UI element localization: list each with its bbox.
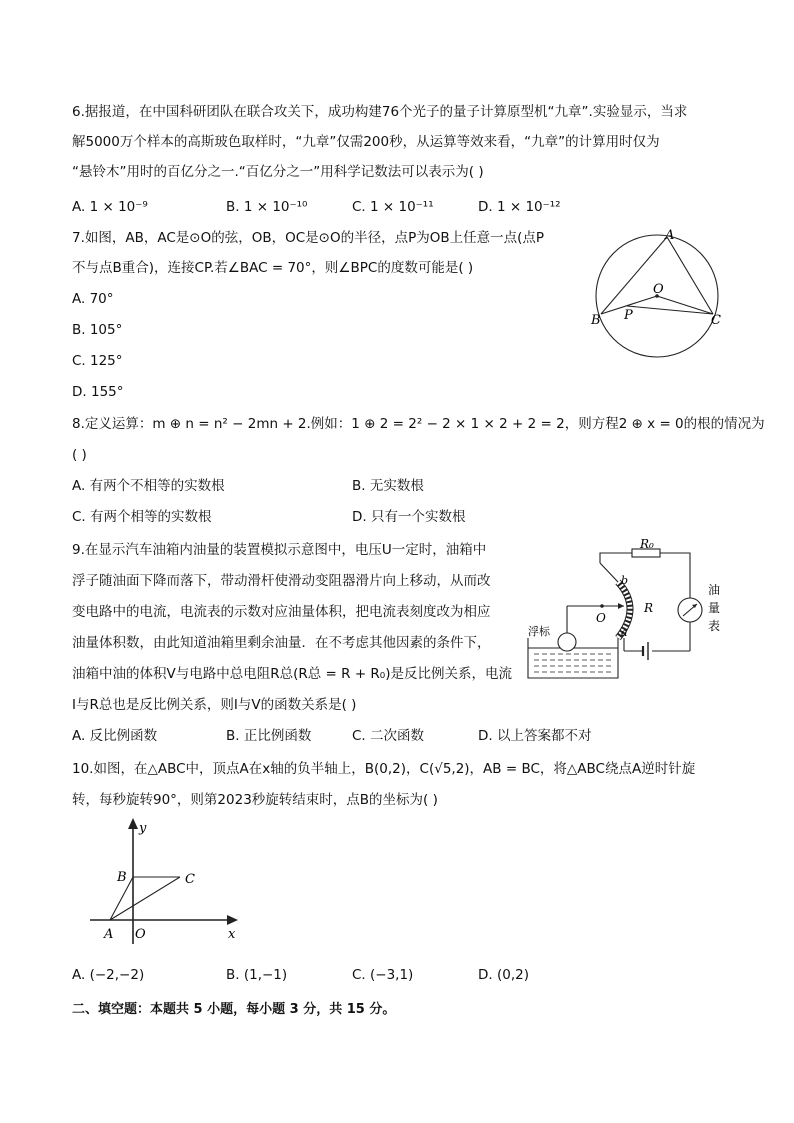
x-axis-arrow [227,915,238,925]
q6-option-c: C. 1 × 10⁻¹¹ [352,199,434,215]
q10-option-b: B. (1,−1) [226,967,288,983]
top-wire [600,553,690,598]
label-a: A [104,927,114,942]
q6-line-3: “悬铃木”用时的百亿分之一.“百亿分之一”用科学记数法可以表示为( ) [72,164,484,180]
q7-option-d: D. 155° [72,384,124,400]
label-float: 浮标 [528,625,550,638]
q8-option-c: C. 有两个相等的实数根 [72,509,212,525]
q10-option-a: A. (−2,−2) [72,967,145,983]
label-a: A [665,228,675,243]
chord-ac [667,237,713,314]
label-b: B [591,313,601,328]
q6-line-1: 6.据报道，在中国科研团队在联合攻关下，成功构建76个光子的量子计算原型机“九章”.实验显示，当求 [72,104,688,120]
meter-label-3: 表 [708,619,721,633]
q8-line-1: 8.定义运算：m ⊕ n = n² − 2mn + 2.例如：1 ⊕ 2 = 2² − 2 × 1 × 2 + 2 = 2，则方程2 ⊕ x = 0的根的情况为 [72,416,765,432]
meter-label-1: 油 [708,583,721,597]
y-axis-arrow [128,818,138,829]
label-r0: R₀ [640,538,654,551]
q7-option-b: B. 105° [72,322,123,338]
q10-option-c: C. (−3,1) [352,967,414,983]
q9-line-5: 油箱中油的体积V与电路中总电阻R总(R总 = R + R₀)是反比例关系，电流 [72,666,512,682]
float-ball [558,633,576,651]
q9-option-c: C. 二次函数 [352,728,425,744]
q9-line-2: 浮子随油面下降而落下，带动滑杆使滑动变阻器滑片向上移动，从而改 [72,573,491,589]
q7-option-c: C. 125° [72,353,123,369]
q7-option-a: A. 70° [72,291,114,307]
meter-label-2: 量 [708,601,721,615]
q9-option-d: D. 以上答案都不对 [478,728,592,744]
label-b: b [621,574,629,587]
q6-line-2: 解5000万个样本的高斯玻色取样时，“九章”仅需200秒，从运算等效来看，“九章”的计算用时仅为 [72,134,660,150]
q6-option-d: D. 1 × 10⁻¹² [478,199,561,215]
q6-option-b: B. 1 × 10⁻¹⁰ [226,199,308,215]
q9-option-a: A. 反比例函数 [72,728,158,744]
label-x: x [228,927,236,942]
label-p: P [624,308,633,323]
label-o: O [653,282,664,297]
q9-option-b: B. 正比例函数 [226,728,312,744]
q8-option-b: B. 无实数根 [352,478,424,494]
label-o: O [135,927,146,942]
q10-line-1: 10.如图，在△ABC中，顶点A在x轴的负半轴上，B(0,2)，C(√5,2)，AB = BC，将△ABC绕点A逆时针旋 [72,761,696,777]
section-2-heading: 二、填空题：本题共 5 小题，每小题 3 分，共 15 分。 [72,1002,396,1017]
label-b: B [117,870,127,885]
label-o: O [596,611,606,625]
q10-coordinate-figure [90,814,250,949]
label-c: C [185,872,195,887]
q8-option-a: A. 有两个不相等的实数根 [72,478,225,494]
q8-option-d: D. 只有一个实数根 [352,509,466,525]
upper-lead [600,563,618,582]
q9-line-1: 9.在显示汽车油箱内油量的装置模拟示意图中，电压U一定时，油箱中 [72,542,487,558]
pivot-dot [600,604,604,608]
label-c: C [711,313,721,328]
q10-option-d: D. (0,2) [478,967,529,983]
q9-circuit-figure [520,538,730,688]
label-y: y [139,821,147,836]
q9-line-4: 油量体积数，由此知道油箱里剩余油量．在不考虑其他因素的条件下， [72,635,491,651]
label-a: a [621,626,628,639]
q7-circle-figure [590,226,740,361]
label-r: R [644,601,654,615]
q10-line-2: 转，每秒旋转90°，则第2023秒旋转结束时，点B的坐标为( ) [72,792,438,808]
q6-option-a: A. 1 × 10⁻⁹ [72,199,148,215]
chord-ab [601,237,667,314]
q8-line-2: ( ) [72,447,87,463]
q7-line-2: 不与点B重合)，连接CP.若∠BAC = 70°，则∠BPC的度数可能是( ) [72,260,474,276]
q9-line-6: I与R总也是反比例关系，则I与V的函数关系是( ) [72,697,357,713]
q7-line-1: 7.如图，AB，AC是⊙O的弦，OB，OC是⊙O的半径，点P为OB上任意一点(点P [72,230,545,246]
slider-tip [618,603,624,609]
q9-line-3: 变电路中的电流，电流表的示数对应油量体积，把电流表刻度改为相应 [72,604,491,620]
